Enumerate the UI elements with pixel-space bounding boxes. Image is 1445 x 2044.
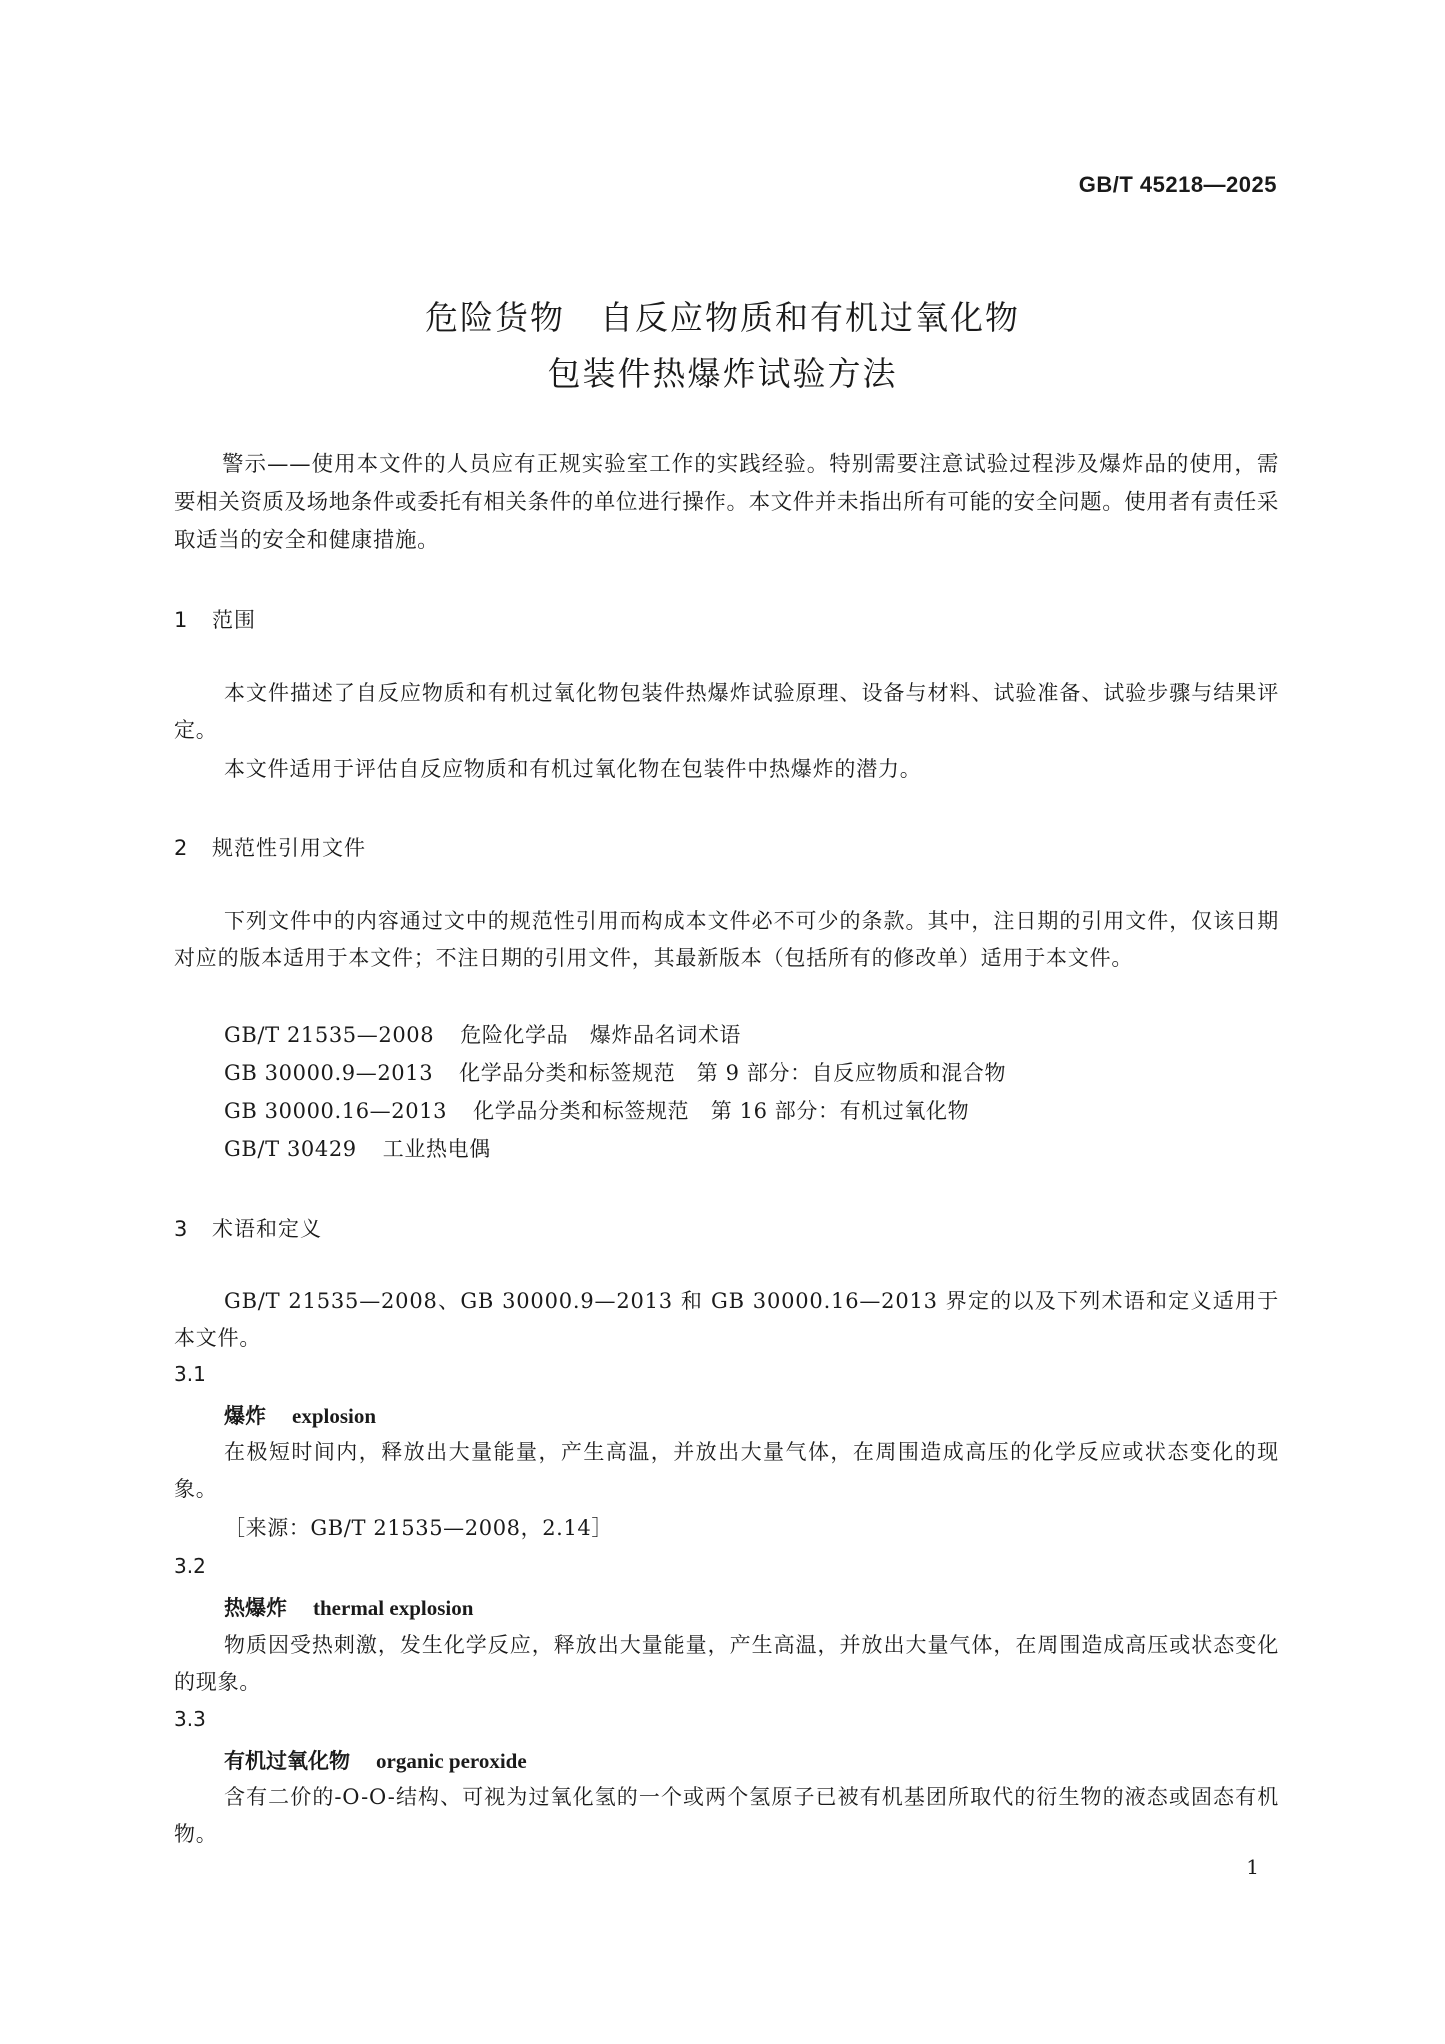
section-title: 术语和定义	[212, 1217, 322, 1241]
term-zh: 热爆炸	[224, 1595, 287, 1620]
term-number: 3.2	[174, 1554, 206, 1578]
reference-code: GB/T 30429	[224, 1137, 357, 1161]
reference-item	[224, 1057, 1006, 1087]
reference-title: 化学品分类和标签规范 第 9 部分：自反应物质和混合物	[459, 1061, 1007, 1085]
term-zh: 有机过氧化物	[224, 1748, 350, 1773]
section-3-intro: GB/T 21535—2008、GB 30000.9—2013 和 GB 30000.16—2013 界定的以及下列术语和定义适用于本文件。	[174, 1289, 1279, 1350]
term-definition: 含有二价的-O-O-结构、可视为过氧化氢的一个或两个氢原子已被有机基团所取代的衍生物的液态或固态有机物。	[174, 1785, 1279, 1846]
reference-item	[224, 1133, 491, 1163]
section-2-paragraph: 下列文件中的内容通过文中的规范性引用而构成本文件必不可少的条款。其中，注日期的引用文件，仅该日期对应的版本适用于本文件；不注日期的引用文件，其最新版本（包括所有的修改单）适用于本文件。	[174, 909, 1279, 970]
term-number: 3.3	[174, 1707, 206, 1731]
section-title: 规范性引用文件	[212, 836, 366, 860]
document-title-line1: 危险货物 自反应物质和有机过氧化物	[425, 298, 1020, 337]
section-number: 3	[174, 1217, 189, 1241]
section-3-heading	[174, 1213, 322, 1243]
warning-paragraph: 警示——使用本文件的人员应有正规实验室工作的实践经验。特别需要注意试验过程涉及爆炸品的使用，需要相关资质及场地条件或委托有相关条件的单位进行操作。本文件并未指出所有可能的安全问题。使用者有责任采取适当的安全和健康措施。	[174, 452, 1280, 553]
term-definition: 在极短时间内，释放出大量能量，产生高温，并放出大量气体，在周围造成高压的化学反应或状态变化的现象。	[174, 1440, 1279, 1501]
reference-title: 危险化学品 爆炸品名词术语	[460, 1023, 742, 1047]
reference-title: 工业热电偶	[382, 1137, 491, 1161]
term-en: thermal explosion	[313, 1596, 474, 1620]
section-number: 1	[174, 608, 189, 632]
term-name	[224, 1400, 376, 1430]
reference-code: GB 30000.16—2013	[224, 1099, 448, 1123]
reference-code: GB 30000.9—2013	[224, 1061, 434, 1085]
term-name	[224, 1592, 473, 1622]
term-en: explosion	[292, 1404, 377, 1428]
section-2-heading	[174, 832, 366, 862]
section-1-paragraph-2: 本文件适用于评估自反应物质和有机过氧化物在包装件中热爆炸的潜力。	[224, 757, 922, 781]
section-1-paragraph-1: 本文件描述了自反应物质和有机过氧化物包装件热爆炸试验原理、设备与材料、试验准备、试验步骤与结果评定。	[174, 681, 1279, 742]
reference-item	[224, 1095, 969, 1125]
page-number: 1	[1246, 1855, 1259, 1879]
reference-title: 化学品分类和标签规范 第 16 部分：有机过氧化物	[473, 1099, 970, 1123]
standard-code: GB/T 45218—2025	[1078, 172, 1277, 197]
reference-code: GB/T 21535—2008	[224, 1023, 435, 1047]
section-number: 2	[174, 836, 189, 860]
term-source: ［来源：GB/T 21535—2008，2.14］	[224, 1516, 613, 1540]
section-title: 范围	[212, 608, 256, 632]
term-definition: 物质因受热刺激，发生化学反应，释放出大量能量，产生高温，并放出大量气体，在周围造成高压或状态变化的现象。	[174, 1633, 1279, 1694]
term-number: 3.1	[174, 1362, 206, 1386]
reference-item	[224, 1019, 741, 1049]
term-name	[224, 1745, 527, 1775]
term-zh: 爆炸	[224, 1403, 266, 1428]
term-en: organic peroxide	[376, 1749, 527, 1773]
document-title-line2: 包装件热爆炸试验方法	[547, 354, 898, 393]
section-1-heading	[174, 604, 256, 634]
